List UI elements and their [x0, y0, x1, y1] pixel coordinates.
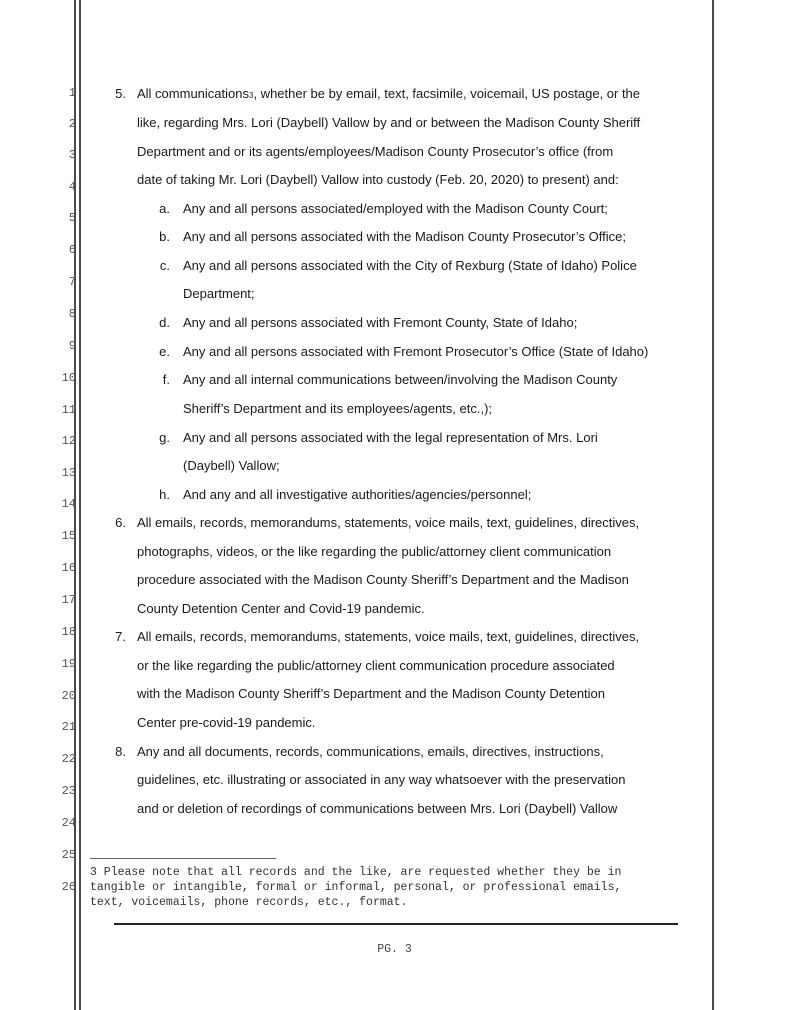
line-number: 24	[61, 816, 76, 830]
line-number: 17	[61, 593, 76, 607]
line-number: 6	[68, 243, 76, 257]
line-number: 26	[61, 880, 76, 894]
item-8-line: guidelines, etc. illustrating or associated in any way whatsoever with the preservation	[137, 772, 626, 787]
footnote-line: text, voicemails, phone records, etc., format.	[90, 896, 408, 909]
item-8-line: Any and all documents, records, communications, emails, directives, instructions,	[137, 744, 604, 759]
line-number: 5	[68, 211, 76, 225]
line-number: 25	[61, 848, 76, 862]
item-marker: 6.	[115, 515, 126, 530]
sub-item-marker: b.	[159, 229, 170, 244]
item-6-line: All emails, records, memorandums, statements, voice mails, text, guidelines, directives,	[137, 515, 640, 530]
sub-item-marker: h.	[159, 487, 170, 502]
sub-item-g-cont: (Daybell) Vallow;	[183, 458, 280, 473]
item-6-line: procedure associated with the Madison County Sheriff’s Department and the Madison	[137, 572, 629, 587]
sub-item-marker: e.	[159, 344, 170, 359]
line-number: 15	[61, 529, 76, 543]
line-number: 9	[68, 339, 76, 353]
sub-item-c: Any and all persons associated with the City of Rexburg (State of Idaho) Police	[183, 258, 637, 273]
item-5-lead-text: All communications	[137, 86, 249, 101]
sub-item-marker: f.	[162, 372, 170, 387]
item-7-line: with the Madison County Sheriff’s Department and the Madison County Detention	[137, 686, 606, 701]
item-5-line: date of taking Mr. Lori (Daybell) Vallow into custody (Feb. 20, 2020) to present) and:	[137, 172, 619, 187]
sub-item-marker: c.	[159, 258, 170, 273]
line-number: 19	[61, 657, 76, 671]
line-number: 11	[61, 403, 76, 417]
sub-item-marker: g.	[159, 430, 170, 445]
item-7-line: or the like regarding the public/attorney client communication procedure associated	[137, 658, 615, 673]
item-6-line: photographs, videos, or the like regarding the public/attorney client communication	[137, 544, 612, 559]
item-5-line: Department and or its agents/employees/Madison County Prosecutor’s office (from	[137, 144, 614, 159]
sub-item-g: Any and all persons associated with the legal representation of Mrs. Lori	[183, 430, 598, 445]
line-number: 16	[61, 561, 76, 575]
line-number: 10	[61, 371, 76, 385]
sub-item-a: Any and all persons associated/employed with the Madison County Court;	[183, 201, 608, 216]
footer-rule	[114, 923, 678, 925]
footnote-line: tangible or intangible, formal or informal, personal, or professional emails,	[90, 881, 622, 894]
sub-item-f-cont: Sheriff’s Department and its employees/agents, etc.,);	[183, 401, 493, 416]
line-number: 12	[61, 434, 76, 448]
line-number: 3	[68, 148, 76, 162]
item-5-line-1-rest: , whether be by email, text, facsimile, voicemail, US postage, or the	[253, 86, 641, 101]
sub-item-f: Any and all internal communications between/involving the Madison County	[183, 372, 618, 387]
line-number: 2	[68, 117, 76, 131]
item-marker: 5.	[115, 86, 126, 101]
line-number: 8	[68, 307, 76, 321]
left-margin-rule-inner	[79, 0, 81, 1010]
footnote-ref: 3	[249, 91, 254, 100]
sub-item-marker: d.	[159, 315, 170, 330]
line-number: 14	[61, 497, 76, 511]
footnote-line: 3 Please note that all records and the like, are requested whether they be in	[90, 866, 622, 879]
item-5-line: like, regarding Mrs. Lori (Daybell) Vallow by and or between the Madison County Sheriff	[137, 115, 641, 130]
sub-item-c-cont: Department;	[183, 286, 255, 301]
line-number: 23	[61, 784, 76, 798]
item-5-line-1	[137, 86, 640, 101]
item-marker: 8.	[115, 744, 126, 759]
sub-item-b: Any and all persons associated with the Madison County Prosecutor’s Office;	[183, 229, 626, 244]
line-number: 7	[68, 275, 76, 289]
line-number: 21	[61, 720, 76, 734]
item-7-line: All emails, records, memorandums, statements, voice mails, text, guidelines, directives,	[137, 629, 640, 644]
page-number: PG. 3	[377, 943, 412, 956]
item-7-line: Center pre-covid-19 pandemic.	[137, 715, 316, 730]
item-marker: 7.	[115, 629, 126, 644]
right-margin-rule	[712, 0, 714, 1010]
item-8-line: and or deletion of recordings of communications between Mrs. Lori (Daybell) Vallow	[137, 801, 618, 816]
footnote-separator	[90, 858, 276, 859]
sub-item-d: Any and all persons associated with Fremont County, State of Idaho;	[183, 315, 578, 330]
line-number: 1	[68, 86, 76, 100]
line-number: 22	[61, 752, 76, 766]
line-number: 18	[61, 625, 76, 639]
sub-item-h: And any and all investigative authorities/agencies/personnel;	[183, 487, 532, 502]
line-number: 13	[61, 466, 76, 480]
item-6-line: County Detention Center and Covid-19 pandemic.	[137, 601, 425, 616]
sub-item-marker: a.	[159, 201, 170, 216]
sub-item-e: Any and all persons associated with Fremont Prosecutor’s Office (State of Idaho)	[183, 344, 649, 359]
line-number: 20	[61, 689, 76, 703]
line-number: 4	[68, 180, 76, 194]
